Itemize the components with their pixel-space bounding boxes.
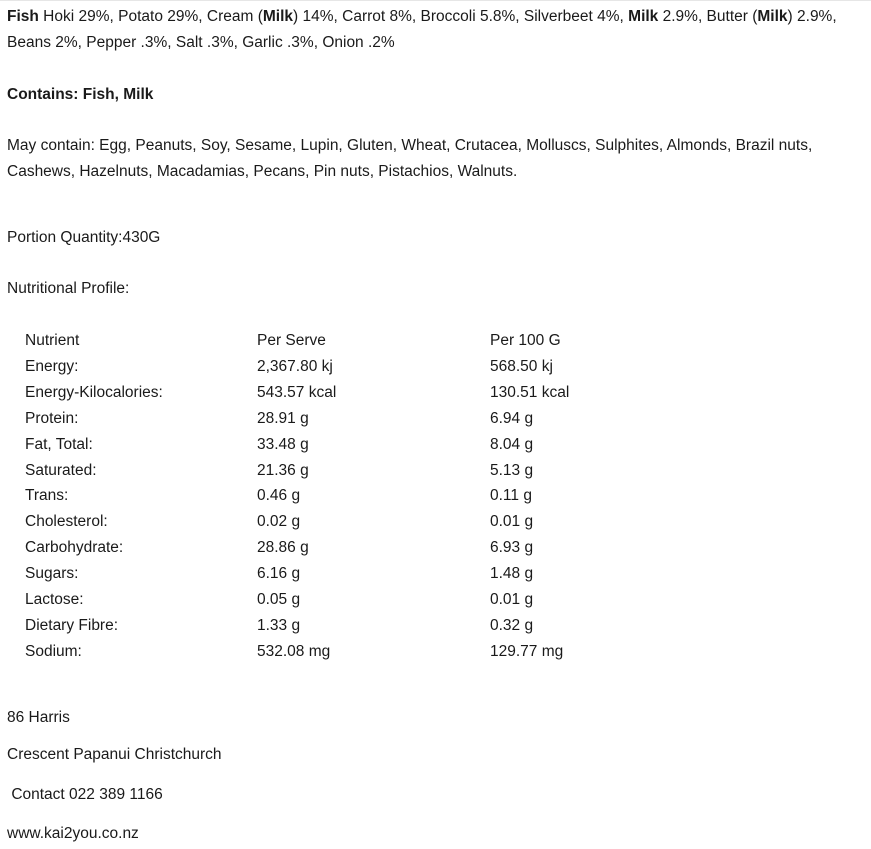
per-serve-value: 543.57 kcal bbox=[257, 383, 337, 401]
per-serve-value: 0.05 g bbox=[257, 591, 301, 609]
nutrient-name: Saturated: bbox=[25, 461, 97, 479]
table-row bbox=[25, 458, 640, 484]
table-row bbox=[25, 483, 640, 509]
allergen-may-contain: May contain: Egg, Peanuts, Soy, Sesame, Lupin, Gluten, Wheat, Crutacea, Molluscs, Sulphites, Almonds, Brazil nuts, Cashews, Hazelnuts, Macadamias, Pecans, Pin nuts, Pistachios, Walnuts. bbox=[7, 137, 813, 180]
per-serve-value: 33.48 g bbox=[257, 435, 309, 453]
per-100g-value: 568.50 kj bbox=[490, 357, 553, 375]
per-100g-value: 6.93 g bbox=[490, 539, 534, 557]
per-100g-value: 1.48 g bbox=[490, 565, 534, 583]
per-100g-value: 5.13 g bbox=[490, 461, 534, 479]
per-100g-value: 0.32 g bbox=[490, 616, 534, 634]
header-per-serve: Per Serve bbox=[257, 332, 326, 349]
portion-quantity: Portion Quantity:430G bbox=[7, 229, 161, 246]
ingredients-text bbox=[7, 4, 865, 56]
per-serve-value: 1.33 g bbox=[257, 616, 301, 634]
nutrient-name: Dietary Fibre: bbox=[25, 616, 119, 634]
table-row bbox=[25, 639, 640, 665]
per-100g-value: 129.77 mg bbox=[490, 642, 564, 660]
table-row bbox=[25, 354, 640, 380]
nutrient-name: Energy-Kilocalories: bbox=[25, 383, 163, 401]
top-divider bbox=[0, 0, 871, 1]
nutrient-name: Sugars: bbox=[25, 565, 79, 583]
per-serve-value: 0.02 g bbox=[257, 513, 301, 531]
header-nutrient: Nutrient bbox=[25, 332, 80, 349]
per-100g-value: 6.94 g bbox=[490, 409, 534, 427]
nutrient-name: Cholesterol: bbox=[25, 513, 108, 531]
table-row bbox=[25, 509, 640, 535]
ingredients-part-1: Hoki 29%, Potato 29%, Cream ( bbox=[38, 8, 263, 25]
table-row bbox=[25, 380, 640, 406]
per-serve-value: 6.16 g bbox=[257, 565, 301, 583]
nutrient-name: Trans: bbox=[25, 487, 69, 505]
table-row bbox=[25, 432, 640, 458]
nutrient-name: Fat, Total: bbox=[25, 435, 93, 453]
per-100g-value: 130.51 kcal bbox=[490, 383, 570, 401]
contact-phone-text: Contact 022 389 1166 bbox=[11, 786, 163, 803]
per-100g-value: 8.04 g bbox=[490, 435, 534, 453]
per-100g-value: 0.01 g bbox=[490, 513, 534, 531]
table-row bbox=[25, 535, 640, 561]
nutrient-name: Sodium: bbox=[25, 642, 82, 660]
address-line-1: 86 Harris bbox=[7, 709, 70, 726]
per-serve-value: 21.36 g bbox=[257, 461, 309, 479]
ingredients-part-4: ) 2.9%, Beans 2%, Pepper .3%, Salt .3%, Garlic .3%, Onion .2% bbox=[7, 8, 837, 51]
ingredient-milk-label: Milk bbox=[757, 8, 788, 25]
table-row bbox=[25, 406, 640, 432]
per-100g-value: 0.01 g bbox=[490, 591, 534, 609]
nutrient-name: Lactose: bbox=[25, 591, 84, 609]
table-row bbox=[25, 587, 640, 613]
address-line-2: Crescent Papanui Christchurch bbox=[7, 746, 222, 763]
per-serve-value: 0.46 g bbox=[257, 487, 301, 505]
nutrient-name: Protein: bbox=[25, 409, 79, 427]
ingredients-part-3: 2.9%, Butter ( bbox=[658, 8, 758, 25]
nutritional-profile-heading: Nutritional Profile: bbox=[7, 280, 130, 297]
nutrition-header-row bbox=[25, 328, 640, 354]
table-row bbox=[25, 613, 640, 639]
per-serve-value: 532.08 mg bbox=[257, 642, 331, 660]
table-row bbox=[25, 561, 640, 587]
website-link[interactable]: www.kai2you.co.nz bbox=[7, 825, 139, 842]
ingredient-milk-label: Milk bbox=[262, 8, 294, 25]
nutrient-name: Carbohydrate: bbox=[25, 539, 124, 557]
nutrient-name: Energy: bbox=[25, 357, 79, 375]
per-serve-value: 2,367.80 kj bbox=[257, 357, 333, 375]
ingredients-part-2: ) 14%, Carrot 8%, Broccoli 5.8%, Silverbeet 4%, bbox=[293, 8, 629, 25]
contact-phone bbox=[7, 782, 865, 808]
ingredient-milk-label: Milk bbox=[628, 8, 659, 25]
ingredient-fish-label: Fish bbox=[7, 8, 39, 25]
header-per-100g: Per 100 G bbox=[490, 332, 561, 349]
nutrition-table bbox=[25, 328, 640, 665]
allergen-contains: Contains: Fish, Milk bbox=[7, 86, 154, 103]
per-serve-value: 28.91 g bbox=[257, 409, 309, 427]
per-serve-value: 28.86 g bbox=[257, 539, 309, 557]
per-100g-value: 0.11 g bbox=[490, 487, 532, 505]
